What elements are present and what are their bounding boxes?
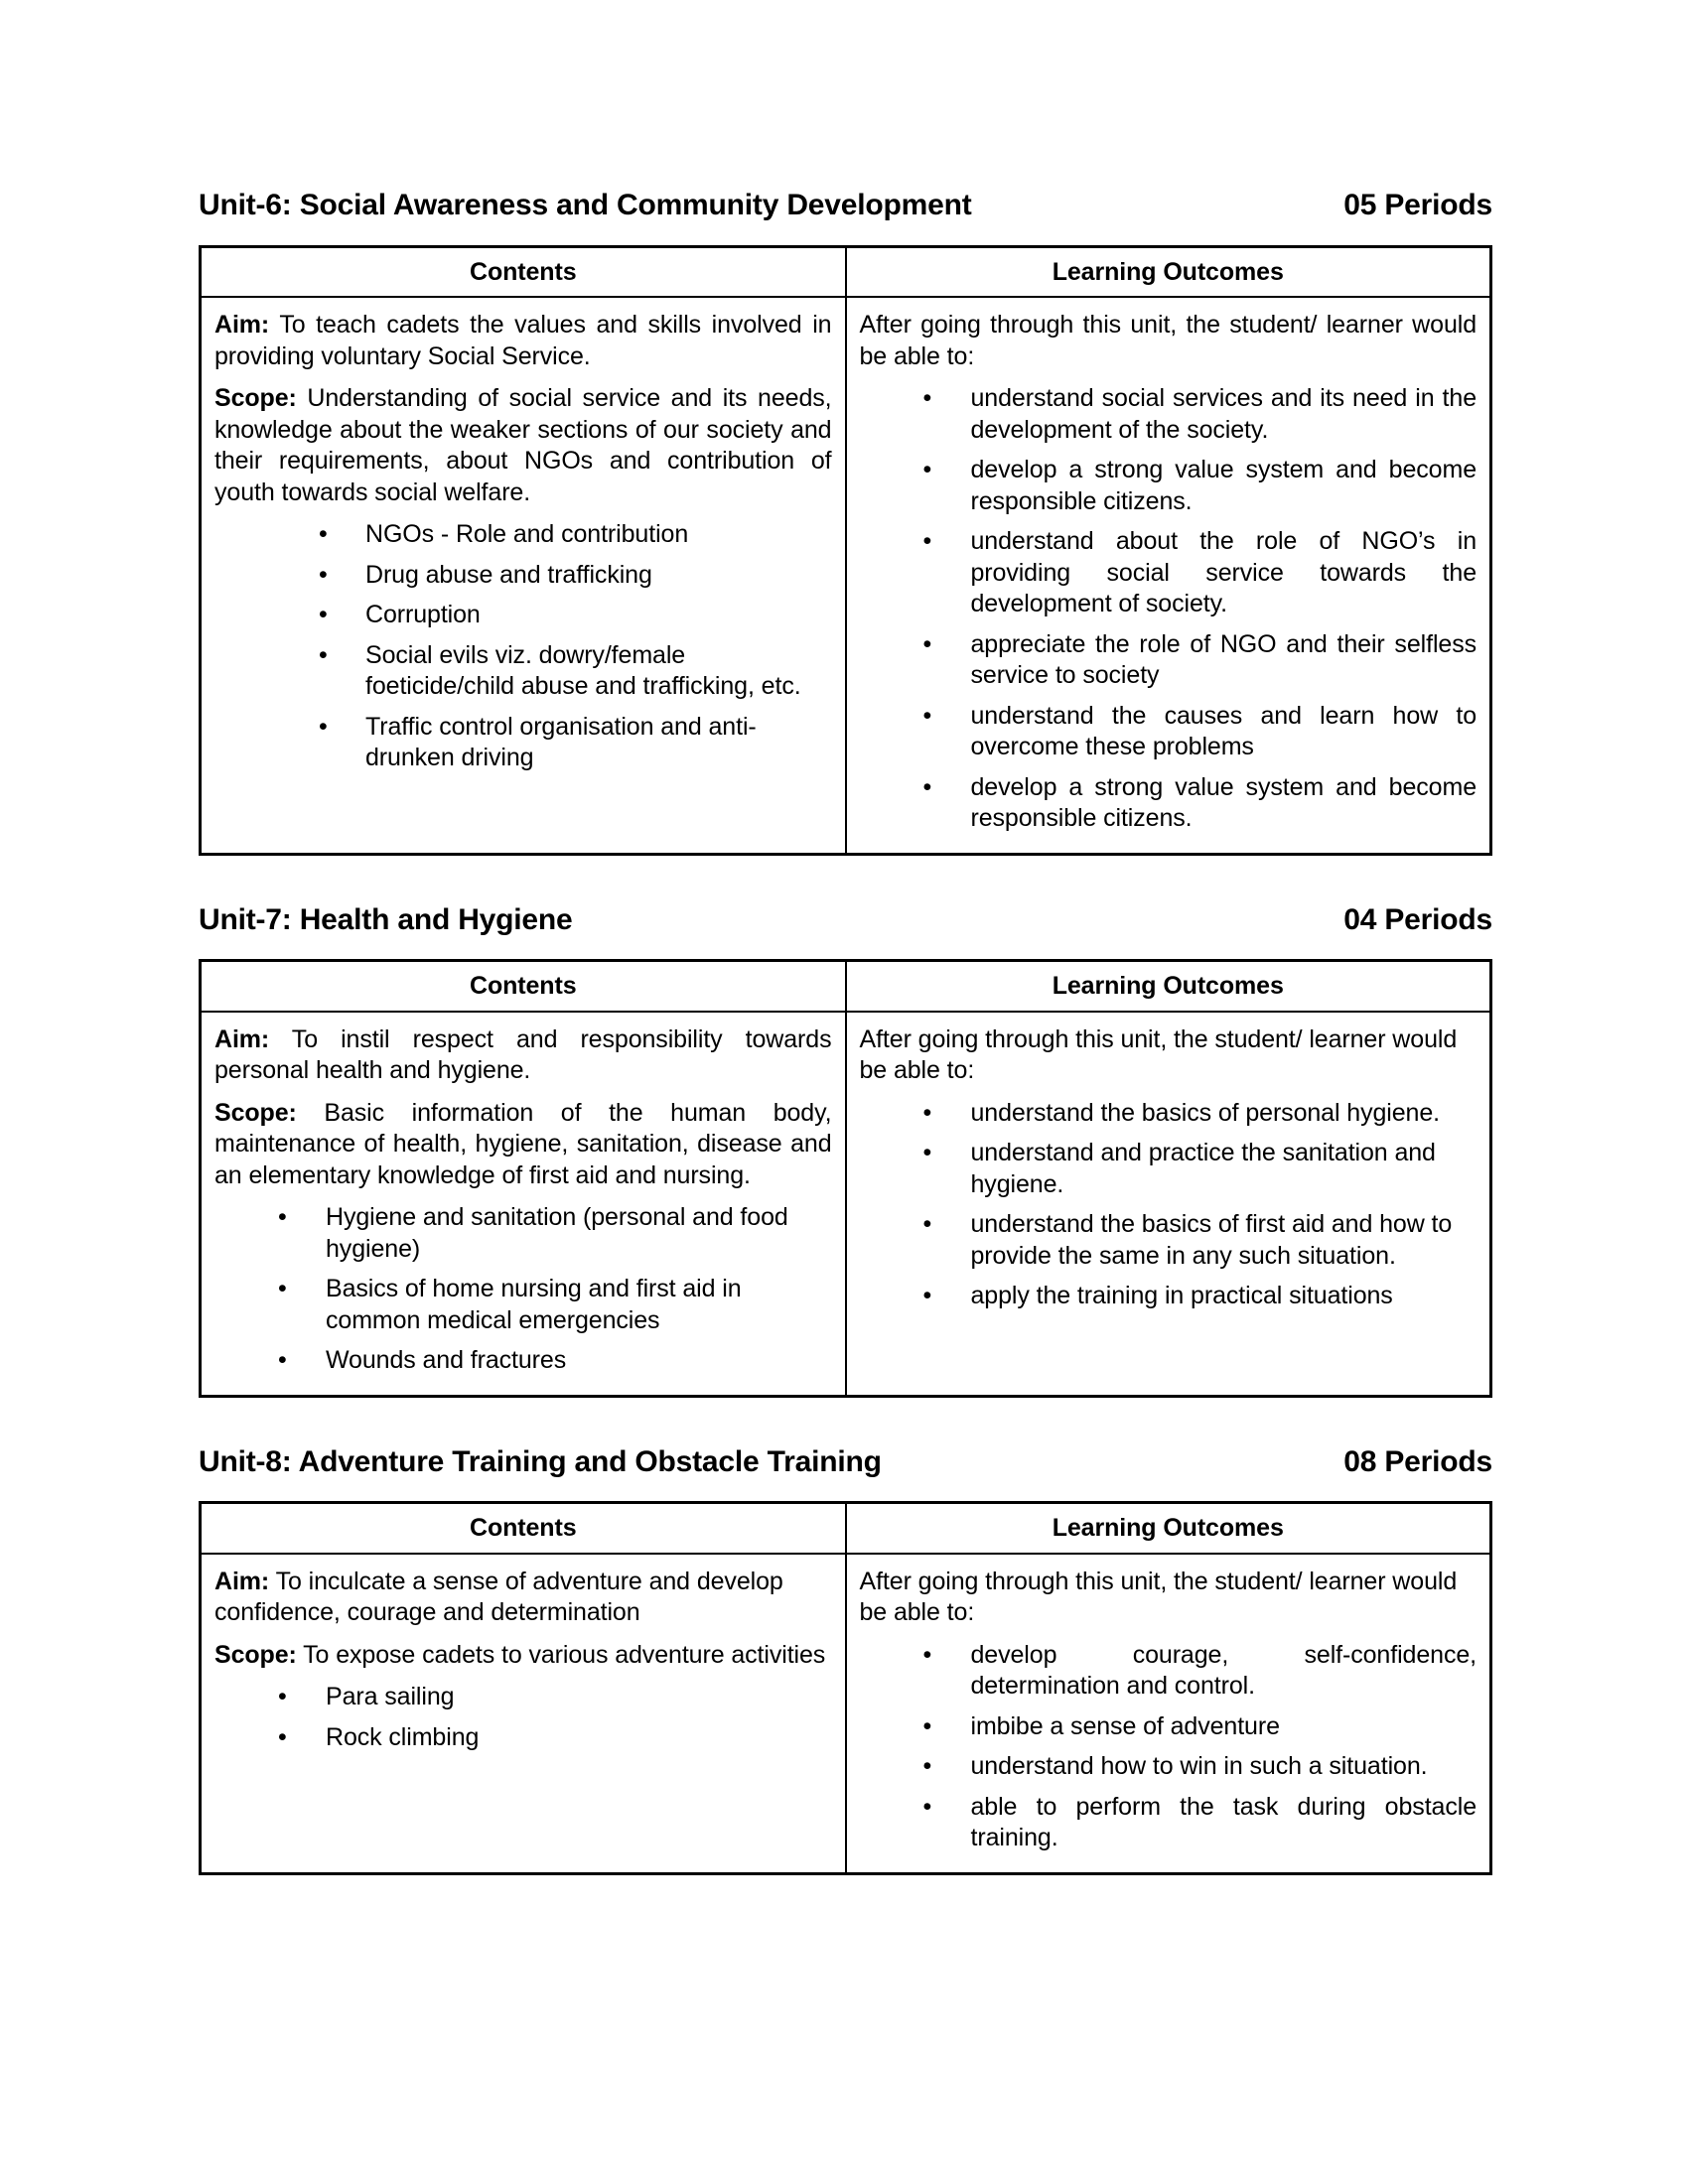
contents-bullet-list [214, 519, 832, 774]
aim-text: To inculcate a sense of adventure and develop confidence, courage and determination [214, 1567, 783, 1626]
list-item: • understand the causes and learn how to overcome these problems [860, 701, 1477, 763]
scope-paragraph [214, 1640, 832, 1672]
list-item: • imbibe a sense of adventure [860, 1711, 1477, 1743]
outcomes-cell [846, 1012, 1491, 1397]
list-item: • develop courage, self-confidence, determination and control. [860, 1640, 1477, 1703]
list-item: • understand how to win in such a situation. [860, 1751, 1477, 1783]
scope-text: Basic information of the human body, maintenance of health, hygiene, sanitation, disease and an elementary knowledge of first aid and nursing. [214, 1098, 832, 1189]
scope-text: To expose cadets to various adventure activities [303, 1640, 826, 1669]
aim-paragraph [214, 310, 832, 372]
list-item: • appreciate the role of NGO and their selfless service to society [860, 629, 1477, 692]
outcomes-column-header: Learning Outcomes [846, 1503, 1491, 1554]
unit-6-title: Unit-6: Social Awareness and Community Development [199, 189, 972, 221]
list-item: • understand the basics of personal hygiene. [860, 1098, 1477, 1130]
unit-6-table [199, 245, 1492, 856]
table-header-row [201, 246, 1491, 297]
outcomes-intro: After going through this unit, the student/ learner would be able to: [859, 311, 1477, 370]
aim-paragraph [214, 1567, 832, 1629]
outcomes-column-header: Learning Outcomes [846, 246, 1491, 297]
scope-label: Scope: [214, 1640, 297, 1669]
unit-8-heading [199, 1445, 1492, 1480]
aim-label: Aim: [214, 1024, 270, 1053]
aim-text: To instil respect and responsibility towards personal health and hygiene. [214, 1024, 832, 1084]
list-item: • Rock climbing [214, 1722, 832, 1754]
contents-cell [201, 1554, 846, 1874]
list-item: • able to perform the task during obstacle training. [860, 1792, 1477, 1854]
aim-label: Aim: [214, 1567, 270, 1595]
outcomes-intro: After going through this unit, the student/ learner would be able to: [859, 1024, 1458, 1084]
contents-column-header: Contents [201, 246, 846, 297]
list-item: • develop a strong value system and become responsible citizens. [860, 772, 1477, 835]
list-item: • Drug abuse and trafficking [214, 560, 832, 592]
contents-cell [201, 1012, 846, 1397]
scope-label: Scope: [214, 1098, 297, 1127]
list-item: • Wounds and fractures [214, 1345, 832, 1377]
list-item: • develop a strong value system and become responsible citizens. [860, 455, 1477, 517]
list-item: • apply the training in practical situations [860, 1281, 1477, 1312]
outcomes-column-header: Learning Outcomes [846, 961, 1491, 1012]
unit-6-periods: 05 Periods [1343, 189, 1492, 221]
list-item: • NGOs - Role and contribution [214, 519, 832, 551]
aim-text: To teach cadets the values and skills involved in providing voluntary Social Service. [214, 311, 832, 370]
aim-paragraph [214, 1024, 832, 1087]
list-item: • understand the basics of first aid and how to provide the same in any such situation. [860, 1209, 1477, 1272]
table-body-row [201, 1554, 1491, 1874]
list-item: • Hygiene and sanitation (personal and food hygiene) [214, 1202, 832, 1265]
table-body-row [201, 297, 1491, 854]
unit-6-heading [199, 189, 1492, 223]
unit-6-section [199, 189, 1492, 856]
unit-7-heading [199, 903, 1492, 938]
outcomes-bullet-list [860, 1640, 1477, 1854]
table-header-row [201, 1503, 1491, 1554]
contents-cell [201, 297, 846, 854]
contents-bullet-list [214, 1682, 832, 1753]
list-item: • understand social services and its need in the development of the society. [860, 383, 1477, 446]
contents-column-header: Contents [201, 1503, 846, 1554]
outcomes-cell [846, 297, 1491, 854]
aim-label: Aim: [214, 311, 270, 339]
outcomes-intro: After going through this unit, the student/ learner would be able to: [859, 1567, 1458, 1626]
unit-8-section [199, 1445, 1492, 1875]
contents-bullet-list [214, 1202, 832, 1377]
unit-8-table [199, 1501, 1492, 1875]
table-body-row [201, 1012, 1491, 1397]
scope-label: Scope: [214, 384, 297, 412]
list-item: • Basics of home nursing and first aid in common medical emergencies [214, 1274, 832, 1336]
list-item: • Social evils viz. dowry/female foeticide/child abuse and trafficking, etc. [214, 640, 832, 703]
outcomes-bullet-list [860, 1098, 1477, 1312]
scope-text: Understanding of social service and its needs, knowledge about the weaker sections of our society and their requirements, about NGOs and contribution of youth towards social welfare. [214, 384, 832, 506]
list-item: • Traffic control organisation and anti-drunken driving [214, 712, 832, 774]
scope-paragraph [214, 383, 832, 508]
unit-7-table [199, 959, 1492, 1398]
list-item: • understand and practice the sanitation and hygiene. [860, 1138, 1477, 1200]
list-item: • Para sailing [214, 1682, 832, 1713]
list-item: • Corruption [214, 600, 832, 631]
unit-7-periods: 04 Periods [1343, 902, 1492, 936]
unit-7-title: Unit-7: Health and Hygiene [199, 902, 573, 936]
unit-8-periods: 08 Periods [1343, 1444, 1492, 1478]
scope-paragraph [214, 1098, 832, 1192]
list-item: • understand about the role of NGO’s in providing social service towards the development of society. [860, 526, 1477, 620]
contents-column-header: Contents [201, 961, 846, 1012]
unit-7-section [199, 903, 1492, 1398]
unit-8-title: Unit-8: Adventure Training and Obstacle Training [199, 1444, 882, 1478]
outcomes-bullet-list [860, 383, 1477, 835]
table-header-row [201, 961, 1491, 1012]
outcomes-cell [846, 1554, 1491, 1874]
